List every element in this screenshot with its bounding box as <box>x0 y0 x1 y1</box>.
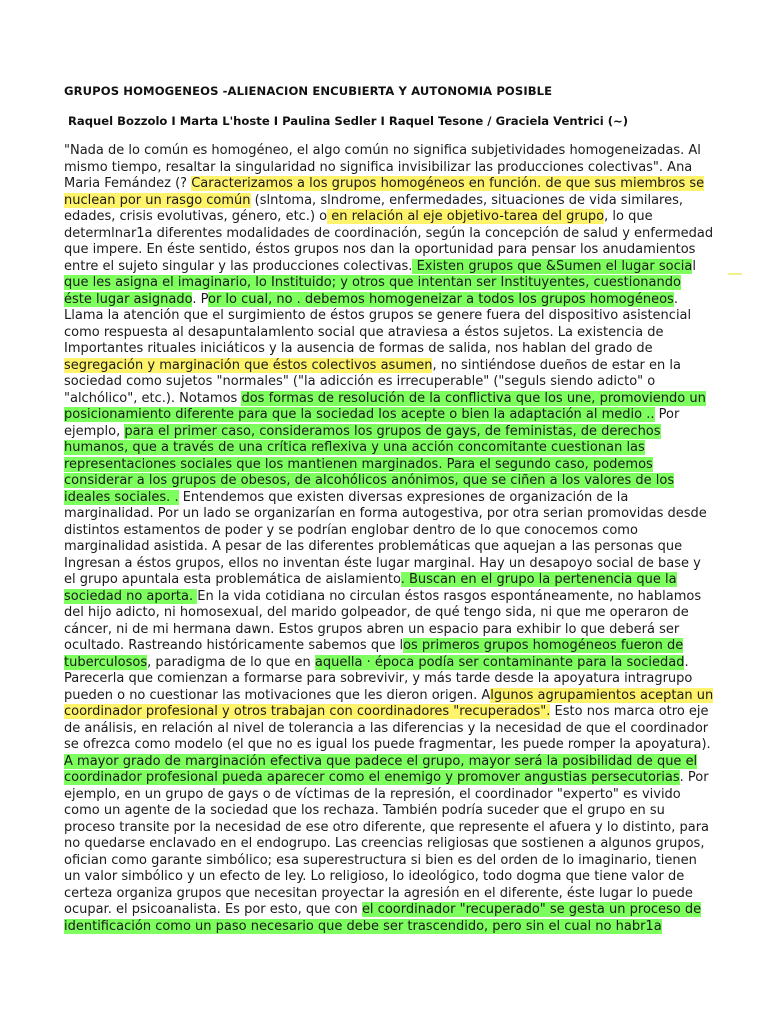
text-segment: certeza organiza grupos que necesitan proyectar la agresión en el diferente, éste lugar lo puede <box>64 885 693 901</box>
text-line <box>64 754 714 771</box>
text-line <box>64 325 714 342</box>
text-segment: edades, crisis evolutivas, género, etc.) o <box>64 209 328 224</box>
text-line <box>64 919 714 936</box>
highlighted-text-green: sociedad no aporta. <box>64 588 198 604</box>
text-segment: l <box>692 258 696 274</box>
highlighted-text-green: que les asigna el imaginario, lo Instituido; y otros que intentan ser Instituyentes, cuestionando <box>64 275 681 290</box>
text-line <box>64 704 714 721</box>
text-line <box>64 440 714 457</box>
text-segment: el grupo apuntala esta problemática de aislamiento <box>64 572 401 587</box>
text-segment: Maria Femández (? <box>64 176 192 191</box>
highlight-mark <box>728 273 742 275</box>
text-segment: , no sintiéndose dueños de estar en la <box>432 357 681 373</box>
text-segment: como respuesta al desapuntalamlento social que atraviesa a éstos sujetos. La existencia de <box>64 324 664 340</box>
text-line <box>64 820 714 837</box>
text-segment: cáncer, ni de mi hermana dawn. Estos grupos abren un espacio para exhibir lo que deberá ser <box>64 621 680 637</box>
text-segment: sociedad como sujetos "normales" ("la adicción es irrecuperable" ("seguls siendo adicto" o <box>64 374 656 389</box>
text-segment: ocupar. el psicoanalista. Es por esto, que con <box>64 902 362 917</box>
highlighted-text-green: os primeros grupos homogéneos fueron de <box>403 638 684 653</box>
text-segment: En la vida cotidiana no circulan éstos rasgos espontáneamente, no hablamos <box>197 588 702 604</box>
text-line <box>64 242 714 259</box>
text-segment: distintos estamentos de poder y se podrían englobar dentro de lo que conocemos como <box>64 522 638 538</box>
text-segment: , lo que <box>604 209 653 224</box>
text-segment: , paradigma de lo que en <box>147 654 315 670</box>
text-line <box>64 589 714 606</box>
text-line <box>64 424 714 441</box>
text-line <box>64 292 714 309</box>
text-line <box>64 506 714 523</box>
text-line <box>64 869 714 886</box>
highlighted-text-green: . Buscan en el grupo la pertenencia que la <box>400 572 677 587</box>
text-segment: un valor simbólico y un efecto de ley. Lo religioso, lo ideológico, todo dogma que tiene valor de <box>64 869 685 884</box>
text-line <box>64 655 714 672</box>
text-line <box>64 671 714 688</box>
highlighted-text-green: A mayor grado de marginación efectiva que padece el grupo, mayor será la posibilidad de que el <box>64 753 698 769</box>
text-line <box>64 737 714 754</box>
text-line <box>64 605 714 622</box>
text-line <box>64 209 714 226</box>
highlighted-text-yellow: lgunos agrupamientos aceptan un <box>490 687 714 703</box>
text-line <box>64 787 714 804</box>
text-line <box>64 259 714 276</box>
text-line <box>64 143 714 160</box>
text-segment: mismo tiempo, resaltar la singularidad no significa invisibilizar las producciones colectivas". Ana <box>64 159 693 175</box>
text-line <box>64 688 714 705</box>
highlighted-text-green: considerar a los grupos de obesos, de alcohólicos anónimos, que se ciñen a los valores de los <box>64 473 675 488</box>
text-segment: de análisis, en relación al nivel de tolerancia a las diferencias y la necesidad de que el coordinador <box>64 720 709 736</box>
text-line <box>64 457 714 474</box>
text-segment: proceso transite por la necesidad de ese otro diferente, que represente el afuera y lo distinto, para <box>64 819 710 835</box>
text-segment: Llama la atención que el surgimiento de éstos grupos se genere fuera del dispositivo asistencial <box>64 308 692 323</box>
text-segment: Ingresan a éstos grupos, ellos no inventan éste lugar marginal. Hay un desapoyo social de base y <box>64 555 701 571</box>
text-segment: determlnar1a diferentes modalidades de coordinación, según la concepción de salud y enfermedad <box>64 225 714 241</box>
text-line <box>64 836 714 853</box>
text-segment: marginalidad. Por un lado se organizarían en forma autogestiva, por otra serian promovidas desde <box>64 506 707 521</box>
text-segment: . <box>673 291 678 307</box>
text-segment: (slntoma, slndrome, enfermedades, situaciones de vida similares, <box>250 192 684 208</box>
text-line <box>64 391 714 408</box>
text-line <box>64 886 714 903</box>
highlighted-text-green: representaciones sociales que los mantienen marginados. Para el segundo caso, podemos <box>64 456 653 472</box>
text-line <box>64 572 714 589</box>
text-line <box>64 490 714 507</box>
text-segment: "Nada de lo común es homogéneo, el algo común no significa subjetividades homogeneizadas. Al <box>64 143 701 158</box>
text-line <box>64 275 714 292</box>
text-line <box>64 556 714 573</box>
text-segment: Entendemos que existen diversas expresiones de organización de la <box>178 489 629 505</box>
text-line <box>64 853 714 870</box>
text-line <box>64 803 714 820</box>
text-line <box>64 358 714 375</box>
text-segment: pueden o no cuestionar las motivaciones que les dieron origen. A <box>64 687 491 703</box>
text-segment: del hijo adicto, ni homosexual, del marido golpeador, de qué tengo sida, ni que me operaron de <box>64 605 689 620</box>
text-segment: . P <box>192 291 208 307</box>
document-title: GRUPOS HOMOGENEOS -ALIENACION ENCUBIERTA Y AUTONOMIA POSIBLE <box>64 84 553 98</box>
highlighted-text-yellow: nuclean por un rasgo común <box>64 192 251 208</box>
text-line <box>64 770 714 787</box>
text-line <box>64 539 714 556</box>
highlighted-text-green: tuberculosos <box>64 654 148 670</box>
highlighted-text-green: dos formas de resolución de la conflictiva que los une, promoviendo un <box>241 390 706 406</box>
highlighted-text-yellow: en relación al eje objetivo-tarea del grupo <box>327 209 605 224</box>
text-segment: Importantes rituales iniciáticos y la ausencia de formas de salida, nos hablan del grado de <box>64 341 653 356</box>
document-authors: Raquel Bozzolo I Marta L'hoste I Paulina Sedler I Raquel Tesone / Graciela Ventrici (~) <box>68 114 629 128</box>
text-segment: que impere. En éste sentido, éstos grupos nos dan la oportunidad para pensar los anudamientos <box>64 242 696 257</box>
text-line <box>64 160 714 177</box>
text-segment: Por <box>654 407 680 422</box>
highlighted-text-green: identificación como un paso necesario que debe ser trascendido, pero sin el cual no habr1a <box>64 918 662 934</box>
text-line <box>64 473 714 490</box>
text-line <box>64 902 714 919</box>
text-segment: ofician como garante simbólico; esa superestructura si bien es del orden de lo imaginario, tienen <box>64 852 697 868</box>
text-line <box>64 721 714 738</box>
text-line <box>64 341 714 358</box>
text-segment: marginalidad asistida. A pesar de las diferentes problemáticas que aquejan a las personas que <box>64 539 683 554</box>
text-line <box>64 407 714 424</box>
highlighted-text-green: éste lugar asignado <box>64 291 193 307</box>
text-segment: se ofrezca como modelo (el que no es igual los puede fragmentar, les puede romper la apoyatura). <box>64 737 711 752</box>
highlighted-text-green: humanos, que a través de una crítica reflexiva y una acción concomitante cuestionan las <box>64 440 645 455</box>
text-segment: Parecerla que comienzan a formarse para sobrevivir, y más tarde desde la apoyatura intragrupo <box>64 671 693 686</box>
text-line <box>64 638 714 655</box>
text-segment: como un agente de la sociedad que los rechaza. También podría suceder que el grupo en su <box>64 803 665 818</box>
highlighted-text-yellow: Caracterizamos a los grupos homogéneos en función. de que sus miembros se <box>191 176 705 191</box>
highlighted-text-green: posicionamiento diferente para que la sociedad los acepte o bien la adaptación al medio .. <box>64 407 655 422</box>
highlighted-text-green: aquella · época podía ser contaminante para la sociedad <box>314 654 685 670</box>
text-line <box>64 176 714 193</box>
highlighted-text-yellow: coordinador profesional y otros trabajan con coordinadores "recuperados". <box>64 704 551 719</box>
highlighted-text-green: Existen grupos que &Sumen el lugar socia <box>412 258 693 274</box>
highlighted-text-green: ideales sociales. . <box>64 489 179 505</box>
text-segment: ocultado. Rastreando históricamente sabemos que l <box>64 638 404 653</box>
document-body <box>64 143 714 935</box>
text-segment: no quedarse enclavado en el endogrupo. Las creencias religiosas que sostienen a algunos grupos, <box>64 836 705 851</box>
text-line <box>64 374 714 391</box>
text-line <box>64 308 714 325</box>
text-line <box>64 523 714 540</box>
highlighted-text-green: para el primer caso, consideramos los grupos de gays, de feministas, de derechos <box>124 423 661 439</box>
highlighted-text-green: el coordinador "recuperado" se gesta un proceso de <box>361 902 702 917</box>
text-segment: entre el sujeto singular y las producciones colectivas. <box>64 258 413 274</box>
highlighted-text-yellow: segregación y marginación que éstos colectivos asumen <box>64 357 433 373</box>
highlighted-text-green: coordinador profesional pueda aparecer como el enemigo y promover angustias persecutorias <box>64 770 680 785</box>
text-line <box>64 226 714 243</box>
text-line <box>64 622 714 639</box>
text-segment: "alchólico", etc.). Notamos <box>64 390 242 406</box>
text-segment: ejemplo, <box>64 423 125 439</box>
text-segment: ejemplo, en un grupo de gays o de víctimas de la represión, el coordinador "experto" es vivido <box>64 786 681 802</box>
text-line <box>64 193 714 210</box>
text-segment: . <box>684 654 689 670</box>
text-segment: . Por <box>679 770 709 785</box>
highlighted-text-green: or lo cual, no . debemos homogeneizar a todos los grupos homogéneos <box>207 291 674 307</box>
text-segment: Esto nos marca otro eje <box>550 704 709 719</box>
